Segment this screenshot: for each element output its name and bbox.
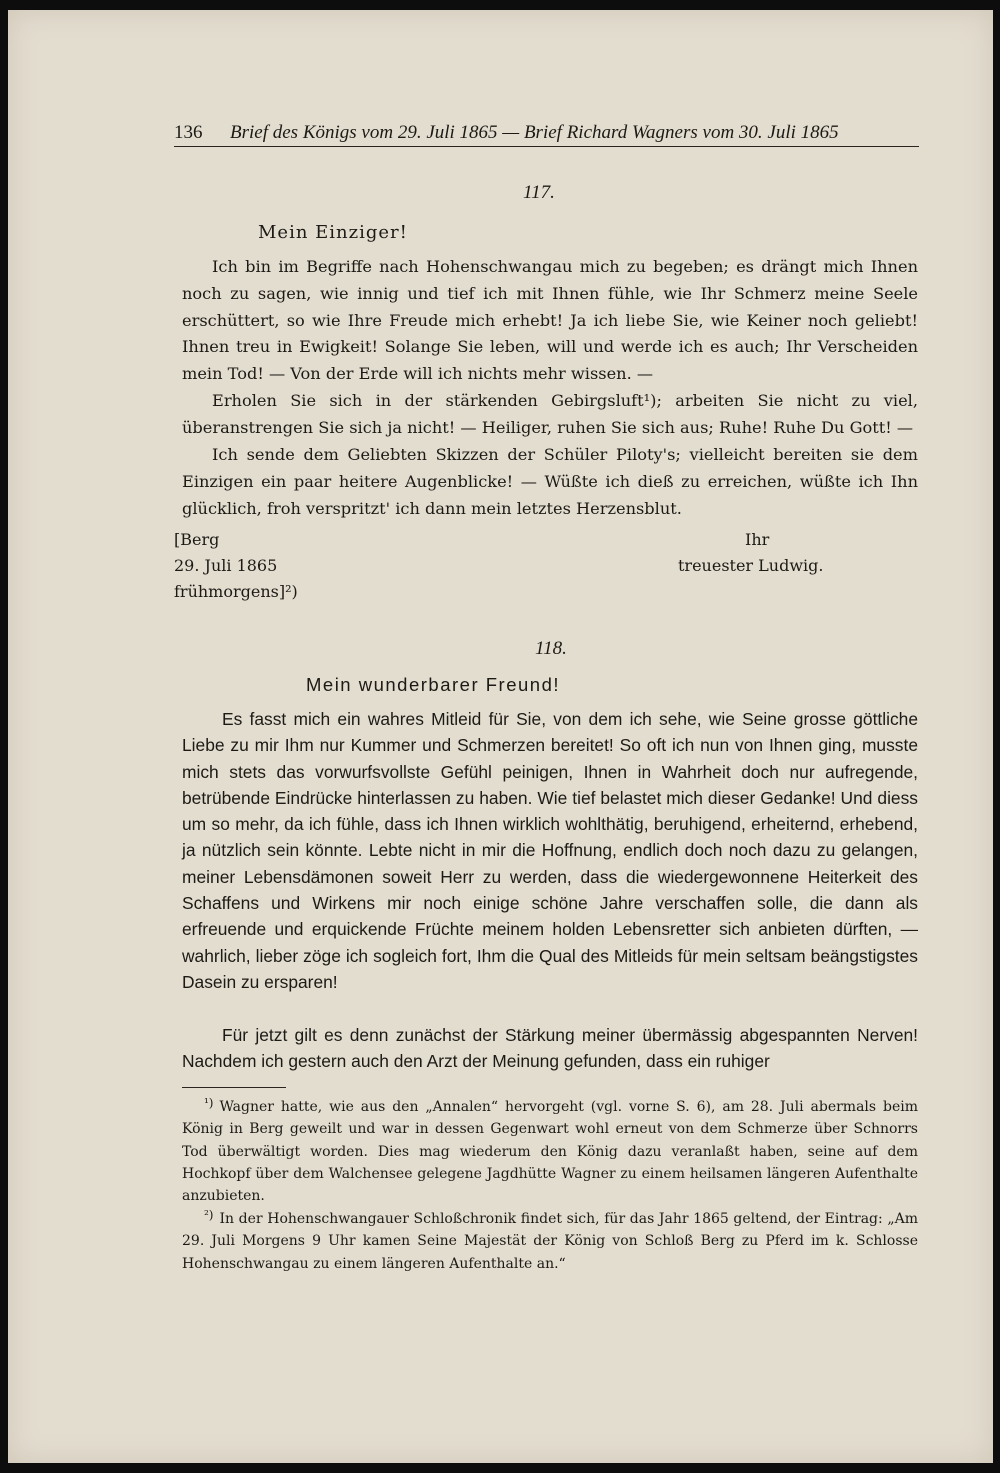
footnote-text: Wagner hatte, wie aus den „Annalen“ hervorgeht (vgl. vorne S. 6), am 28. Juli abermals beim König in Berg geweilt und war in dessen Gegenwart wohl erneut von dem Schmerze über Schnorrs Tod überwältigt worden. Dies mag wiederum den König dazu veranlaßt haben, seine auf dem Hochkopf über dem Walchensee gelegene Jagdhütte Wagner zu einem heilsamen längeren Aufenthalte anzubieten. xyxy=(182,1099,918,1205)
letter-117-paragraph: Ich bin im Begriffe nach Hohenschwangau mich zu begeben; es drängt mich Ihnen noch zu sagen, wie innig und tief ich mit Ihnen fühle, wie Ihr Schmerz meine Seele erschüttert, so wie Ihre Freude mich erhebt! Ja ich liebe Sie, wie Keiner noch geliebt! Ihnen treu in Ewigkeit! Solange Sie leben, will und werde ich es auch; Ihr Verscheiden mein Tod! — Von der Erde will ich nichts mehr wissen. — xyxy=(182,257,918,384)
book-page xyxy=(8,10,993,1463)
running-title: Brief des Königs vom 29. Juli 1865 — Brief Richard Wagners vom 30. Juli 1865 xyxy=(230,122,839,143)
salutation-118: Mein wunderbarer Freund! xyxy=(306,674,560,695)
salutation-117: Mein Einziger! xyxy=(258,222,408,243)
footnote-text: In der Hohenschwangauer Schloßchronik findet sich, für das Jahr 1865 geltend, der Eintrag: „Am 29. Juli Morgens 9 Uhr kamen Seine Majestät der König von Schloß Berg zu Pferd im k. Schlosse Hohenschwangau zu einem längeren Aufenthalte an.“ xyxy=(182,1211,918,1272)
letter-117-paragraph: Ich sende dem Geliebten Skizzen der Schüler Piloty's; vielleicht bereiten sie dem Einzigen ein paar heitere Augenblicke! — Wüßte ich dieß zu erreichen, wüßte ich Ihn glücklich, froh verspritzt' ich dann mein letztes Herzensblut. xyxy=(182,445,918,518)
footnote xyxy=(182,1092,918,1207)
letter-117-paragraph: Erholen Sie sich in der stärkenden Gebirgsluft¹); arbeiten Sie nicht zu viel, überanstrengen Sie sich ja nicht! — Heiliger, ruhen Sie sich aus; Ruhe! Ruhe Du Gott! — xyxy=(182,391,918,437)
place-line: [Berg xyxy=(174,530,220,549)
letter-118-paragraph: Es fasst mich ein wahres Mitleid für Sie, von dem ich sehe, wie Seine grosse göttliche Liebe zu mir Ihm nur Kummer und Schmerzen bereitet! So oft ich nun von Ihnen ging, musste mich stets das vorwurfsvollste Gefühl peinigen, Ihnen in Wahrheit doch nur aufregende, betrübende Eindrücke hinterlassen zu haben. Wie tief belastet mich dieser Gedanke! Und diess um so mehr, da ich fühle, dass ich Ihnen wirklich wohlthätig, beruhigend, erheiternd, erhebend, ja nützlich sein könnte. Lebte nicht in mir die Hoffnung, endlich doch noch dazu zu gelangen, meiner Lebensdämonen soweit Herr zu werden, dass die wiedergewonnene Heiterkeit des Schaffens und Wirkens mir noch einige schöne Jahre verschaffen solle, die dann als erfreuende und erquickende Früchte meinem holden Lebensretter sich anbieten dürften, — wahrlich, lieber zöge ich sogleich fort, Ihm die Qual des Mitleids für mein seltsam beängstigstes Dasein zu ersparen! xyxy=(182,709,918,992)
footnote xyxy=(182,1204,918,1275)
running-header xyxy=(174,116,919,147)
footnote-mark: ²) xyxy=(204,1208,214,1222)
letter-number-118: 118. xyxy=(535,638,567,659)
letter-118-paragraph: Für jetzt gilt es denn zunächst der Stärkung meiner übermässig abgespannten Nerven! Nachdem ich gestern auch den Arzt der Meinung gefunden, dass ein ruhiger xyxy=(182,1025,918,1072)
signature-name: treuester Ludwig. xyxy=(678,556,824,575)
letter-number-117: 117. xyxy=(523,182,555,203)
page-number: 136 xyxy=(174,122,203,143)
signature-line: Ihr xyxy=(745,530,770,549)
footnote-rule xyxy=(182,1087,286,1088)
time-line: frühmorgens]²) xyxy=(174,582,298,601)
footnote-mark: ¹) xyxy=(204,1096,214,1110)
date-line: 29. Juli 1865 xyxy=(174,556,278,575)
